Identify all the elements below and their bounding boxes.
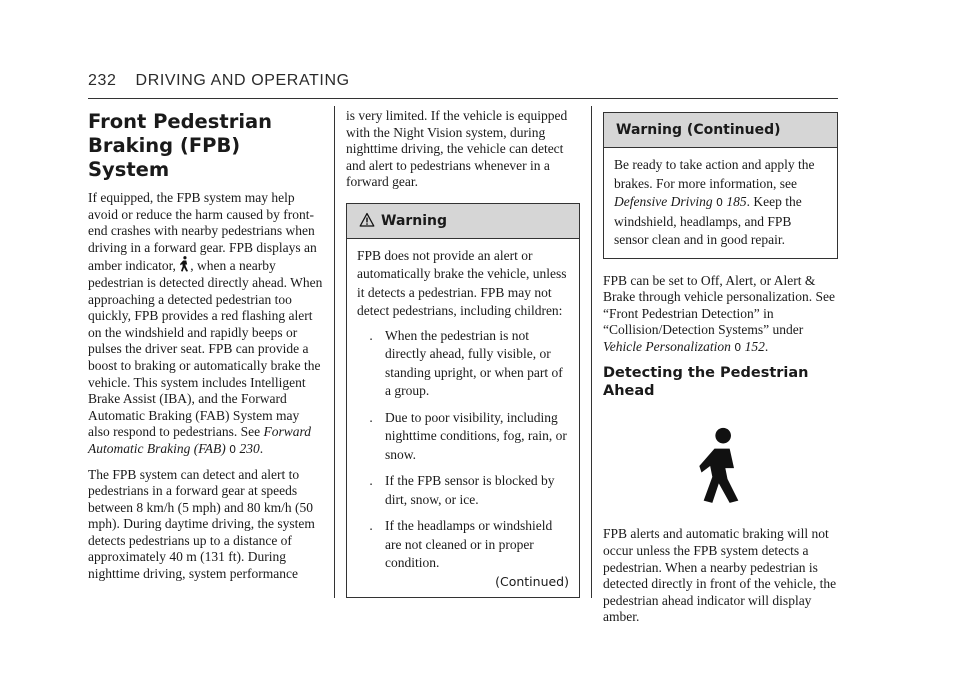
cross-reference-page: 230	[239, 440, 260, 456]
cross-reference-page: 152	[744, 338, 765, 354]
header-rule	[88, 98, 838, 99]
page-ref-marker: 0	[229, 442, 237, 456]
column-divider	[591, 106, 592, 598]
cross-reference-link[interactable]: Forward Automatic Braking (FAB)	[88, 424, 311, 456]
left-column	[88, 108, 324, 591]
speed-range-paragraph: The FPB system can detect and alert to pedestrians in a forward gear at speeds between 8 km/h (5 mph) and 80 km/h (50 mph). During daytime driving, the system detects pedestrians up to a distance of approximately 40 m (131 ft). During nighttime driving, system performance	[88, 466, 315, 582]
column-divider	[334, 106, 335, 598]
page-ref-marker: 0	[715, 196, 723, 209]
section-title: DRIVING AND OPERATING	[135, 72, 350, 89]
continued-label: (Continued)	[495, 573, 569, 589]
list-item: . Due to poor visibility, including nighttime conditions, fog, rain, or snow.	[369, 409, 567, 462]
pedestrian-icon	[179, 256, 190, 272]
warning-intro: FPB does not provide an alert or automatically brake the vehicle, unless it detects a pedestrian. FPB may not detect pedestrians, including children:	[357, 247, 567, 319]
subheading: Detecting the Pedestrian Ahead	[603, 365, 809, 400]
section-heading: Front Pedestrian Braking (FPB) System	[88, 110, 273, 181]
warning-body	[347, 239, 579, 598]
warning-continued-box	[603, 112, 838, 259]
middle-column	[346, 108, 580, 598]
page-number: 232	[88, 72, 117, 89]
intro-paragraph: If equipped, the FPB system may help avoid or reduce the harm caused by front-end crashes with nearby pedestrians when driving in a forward gear. FPB displays an amber indicator, , when a nearby pedestrian is detected directly ahead. When approaching a detected pedestrian too quickly, FPB provides a red flashing alert on the windshield and rapidly beeps or pulses the driver seat. FPB can provide a boost to braking or automatically brake the vehicle. This system includes Intelligent Brake Assist (IBA), and the Forward Automatic Braking (FAB) System may also respond to pedestrians. See Forward Automatic Braking (FAB) 0 230.	[88, 190, 323, 456]
right-column	[603, 112, 838, 634]
page-header	[88, 72, 350, 90]
continued-paragraph: is very limited. If the vehicle is equipped with the Night Vision system, during nighttime driving, the vehicle can detect and alert to pedestrians whenever in a forward gear.	[346, 108, 568, 190]
warning-title: Warning	[381, 212, 448, 229]
warning-body: Be ready to take action and apply the brakes. For more information, see Defensive Driving 0 185. Keep the windshield, headlamps, and FPB sensor clean and in good repair.	[614, 157, 815, 247]
warning-box	[346, 203, 580, 599]
cross-reference-page: 185	[726, 194, 747, 209]
alert-triangle-icon	[359, 212, 375, 228]
warning-header: Warning (Continued)	[604, 113, 837, 148]
page-ref-marker: 0	[734, 340, 742, 354]
list-item: . If the FPB sensor is blocked by dirt, snow, or ice.	[369, 473, 555, 507]
personalization-paragraph: FPB can be set to Off, Alert, or Alert & Brake through vehicle personalization. See “Front Pedestrian Detection” in “Collision/Detection Systems” under Vehicle Personalization 0 152.	[603, 272, 836, 354]
list-item: . If the headlamps or windshield are not cleaned or in proper condition.	[369, 518, 553, 571]
list-item: . When the pedestrian is not directly ahead, fully visible, or standing upright, or when part of a group.	[369, 327, 563, 399]
cross-reference-link[interactable]: Defensive Driving	[614, 194, 713, 209]
detection-paragraph: FPB alerts and automatic braking will not occur unless the FPB system detects a pedestrian. When a nearby pedestrian is detected directly in front of the vehicle, the pedestrian ahead indicator will display amber.	[603, 526, 837, 625]
cross-reference-link[interactable]: Vehicle Personalization	[603, 338, 731, 354]
pedestrian-icon	[695, 426, 747, 506]
warning-header	[347, 204, 579, 239]
